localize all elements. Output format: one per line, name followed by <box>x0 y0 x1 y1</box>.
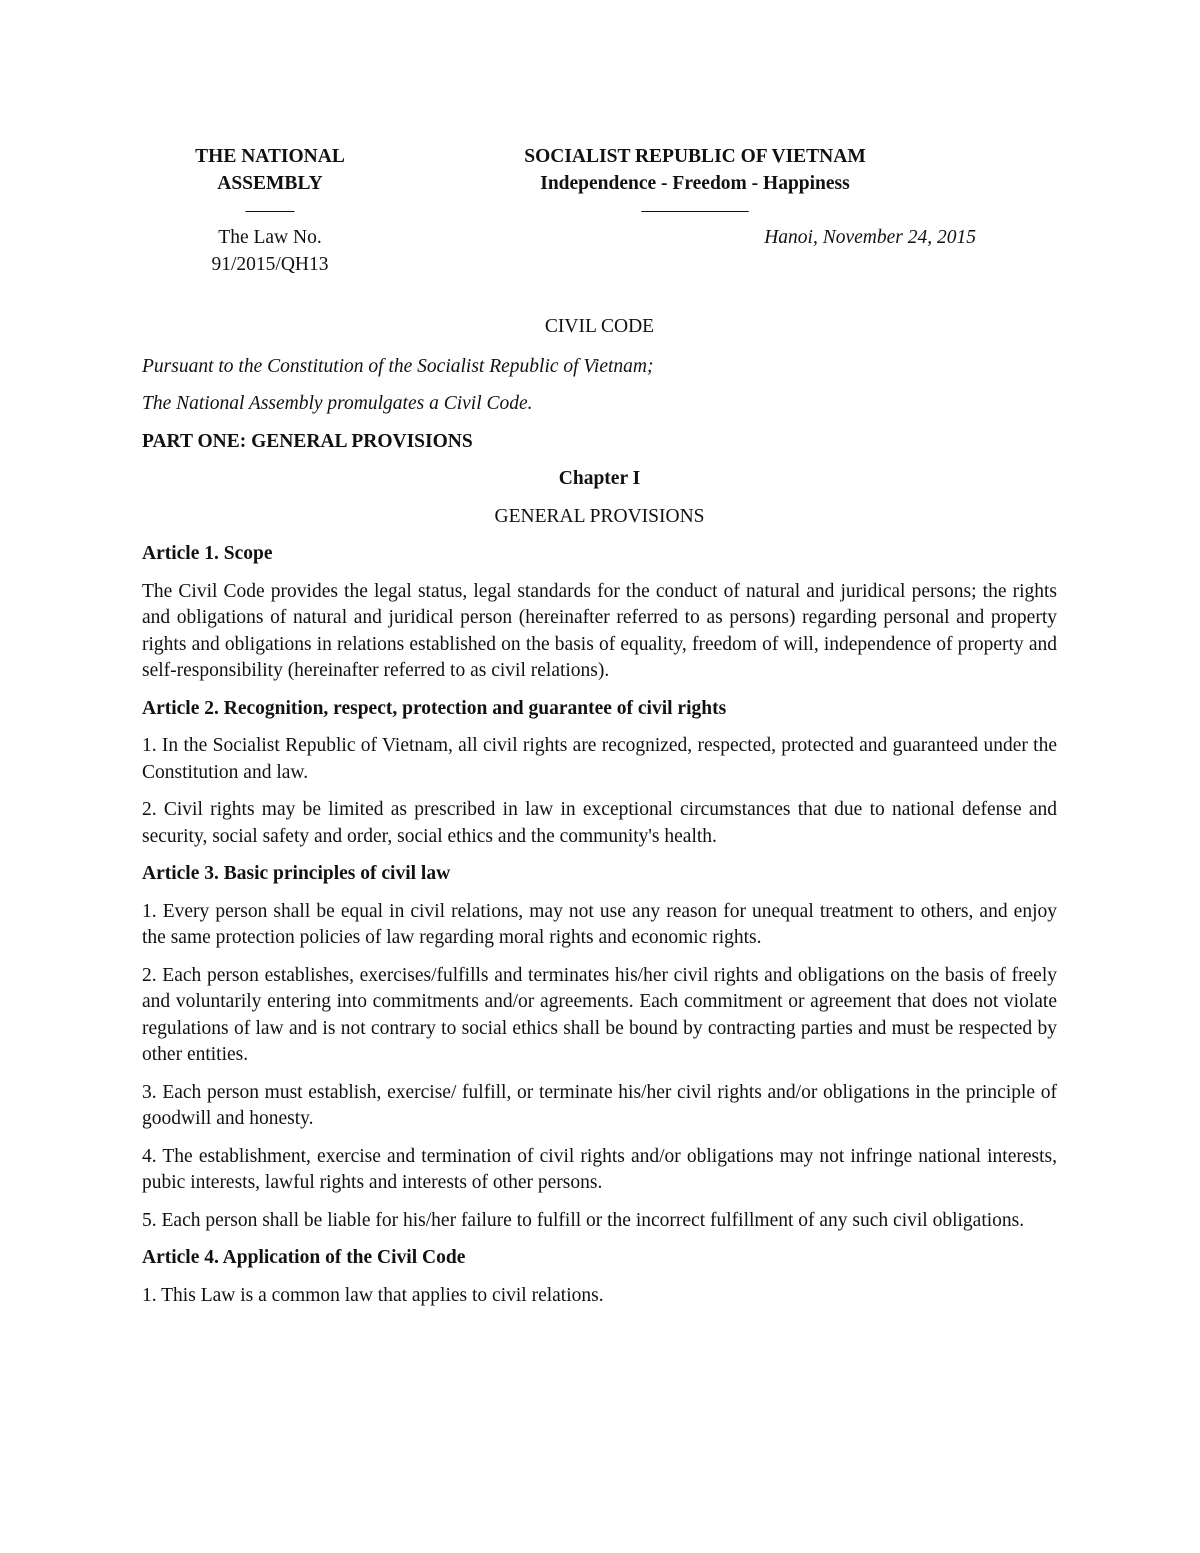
chapter-title: GENERAL PROVISIONS <box>494 505 705 527</box>
article-paragraph: The Civil Code provides the legal status, legal standards for the conduct of natural and juridical persons; the rights and obligations of natural and juridical person (hereinafter referred to as persons) regarding personal and property rights and obligations in relations established on the basis of equality, freedom of will, independence of property and self-responsibility (hereinafter referred to as civil relations). <box>142 580 1057 681</box>
article-paragraph: 1. This Law is a common law that applies to civil relations. <box>142 1284 604 1306</box>
article-heading: Article 4. Application of the Civil Code <box>142 1247 466 1268</box>
country-name: SOCIALIST REPUBLIC OF VIETNAM <box>524 146 866 167</box>
article-paragraph: 5. Each person shall be liable for his/her failure to fulfill or the incorrect fulfillment of any such civil obligations. <box>142 1209 1025 1231</box>
state-motto-block <box>480 143 910 224</box>
issuing-body-line1: THE NATIONAL <box>195 146 345 167</box>
law-number-line2: 91/2015/QH13 <box>211 254 329 275</box>
document-title: CIVIL CODE <box>544 316 655 337</box>
document-body <box>142 314 1057 1320</box>
state-motto: Independence - Freedom - Happiness <box>540 173 850 194</box>
preamble-line: Pursuant to the Constitution of the Socialist Republic of Vietnam; <box>142 355 654 377</box>
article-paragraph: 1. Every person shall be equal in civil relations, may not use any reason for unequal treatment to others, and enjoy the same protection policies of law regarding moral rights and economic rights. <box>142 900 1057 948</box>
issue-date: Hanoi, November 24, 2015 <box>764 227 976 248</box>
article-paragraph: 1. In the Socialist Republic of Vietnam, all civil rights are recognized, respected, protected and guaranteed under the Constitution and law. <box>142 735 1057 783</box>
article-heading: Article 1. Scope <box>142 543 273 564</box>
article-paragraph: 2. Each person establishes, exercises/fulfills and terminates his/her civil rights and obligations on the basis of freely and voluntarily entering into commitments and/or agreements. Each commitment or agreement that does not violate regulations of law and is not contrary to social ethics shall be bound by contracting parties and must be respected by other entities. <box>142 964 1057 1065</box>
preamble-line: The National Assembly promulgates a Civil Code. <box>142 393 533 414</box>
article-heading: Article 2. Recognition, respect, protection and guarantee of civil rights <box>142 697 727 719</box>
law-number-line1: The Law No. <box>218 227 322 248</box>
article-paragraph: 3. Each person must establish, exercise/ fulfill, or terminate his/her civil rights and/or obligations in the principle of goodwill and honesty. <box>142 1081 1057 1129</box>
article-paragraph: 2. Civil rights may be limited as prescribed in law in exceptional circumstances that due to national defense and security, social safety and order, social ethics and the community's health. <box>142 799 1057 847</box>
part-heading: PART ONE: GENERAL PROVISIONS <box>142 430 473 452</box>
article-heading: Article 3. Basic principles of civil law <box>142 863 451 884</box>
article-paragraph: 4. The establishment, exercise and termination of civil rights and/or obligations may not infringe national interests, pubic interests, lawful rights and interests of other persons. <box>142 1145 1057 1193</box>
issuing-body-rule: ——– <box>245 200 295 221</box>
document-header <box>140 143 1060 283</box>
state-motto-rule: —————– <box>641 200 749 221</box>
issuing-body-line2: ASSEMBLY <box>217 173 323 194</box>
chapter-heading: Chapter I <box>558 468 641 489</box>
issuing-body-block <box>140 143 400 278</box>
